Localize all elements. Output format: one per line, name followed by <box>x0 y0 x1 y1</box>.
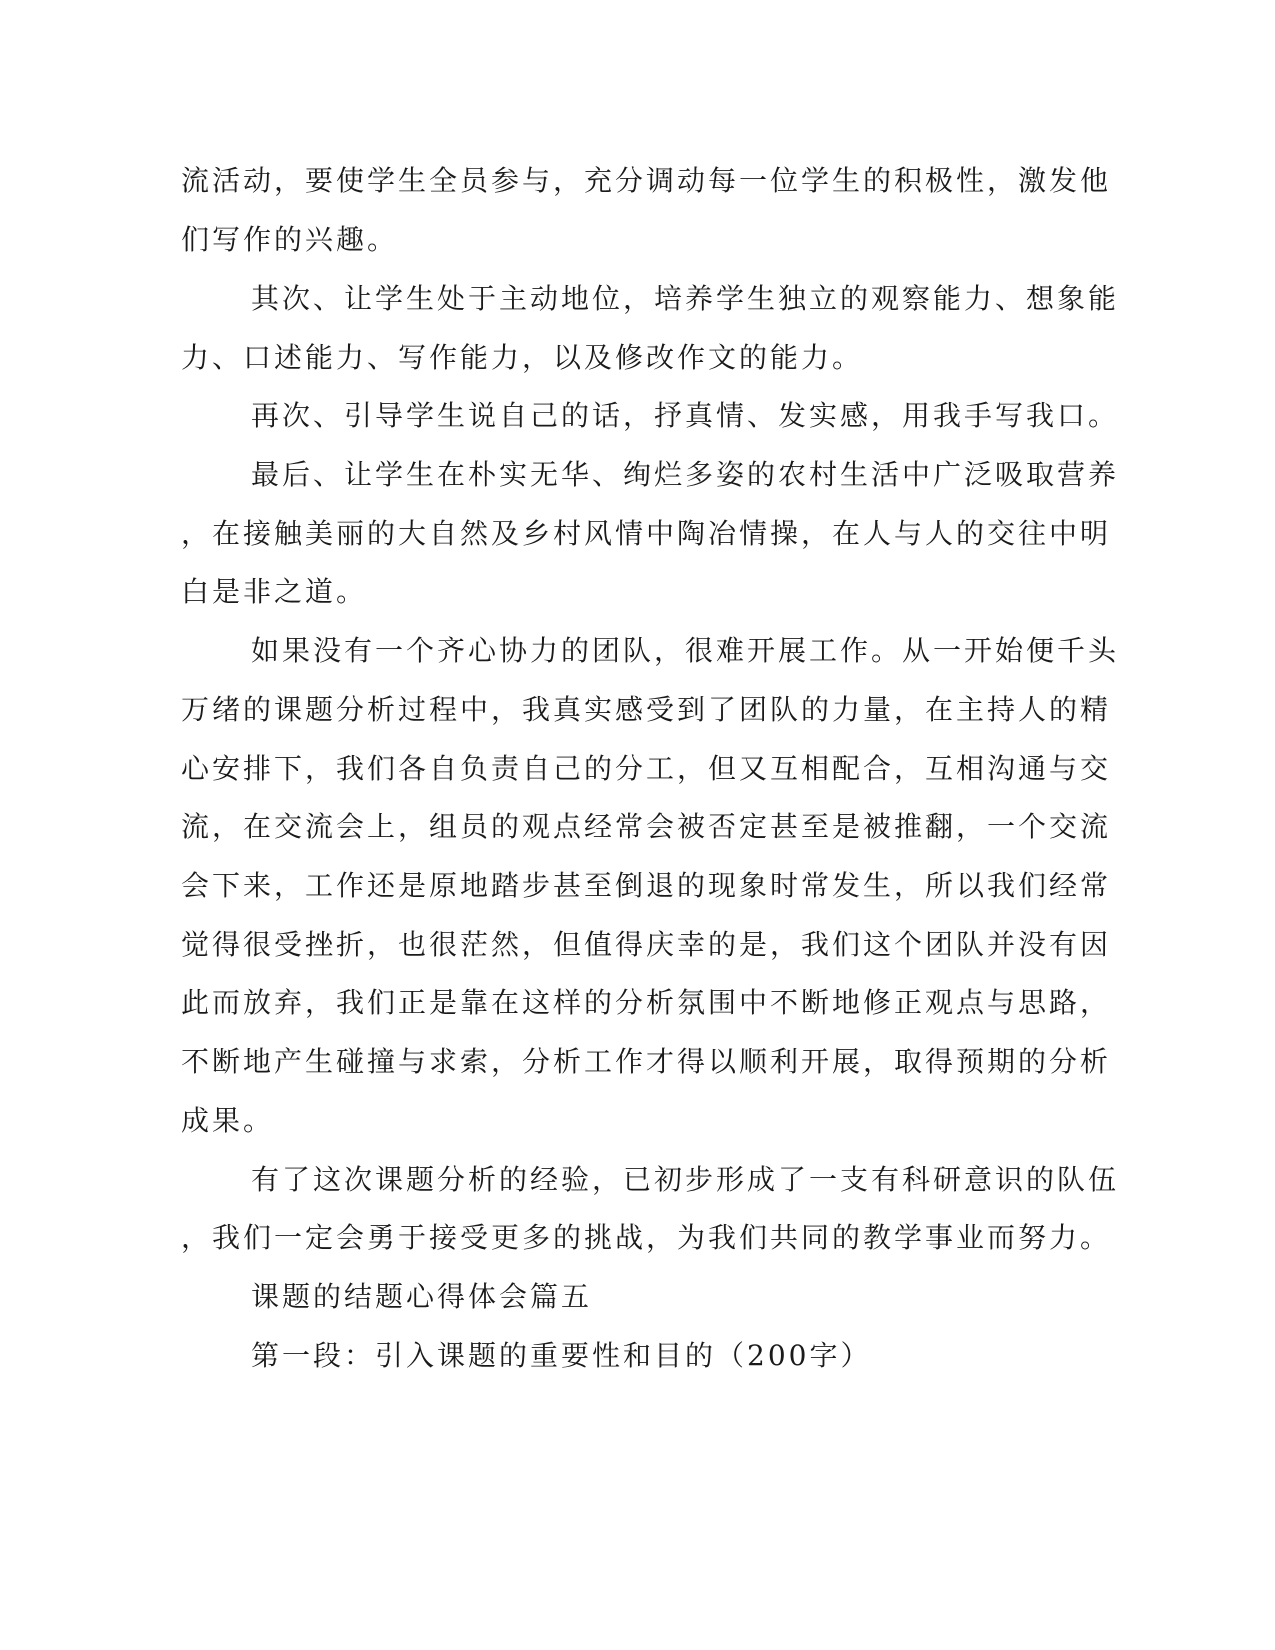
body-text-line: 最后、让学生在朴实无华、绚烂多姿的农村生活中广泛吸取营养 <box>251 458 1120 491</box>
body-text-line: 万绪的课题分析过程中，我真实感受到了团队的力量，在主持人的精 <box>181 693 1112 726</box>
body-text-line: 流活动，要使学生全员参与，充分调动每一位学生的积极性，激发他 <box>181 164 1112 197</box>
body-text-line: 如果没有一个齐心协力的团队，很难开展工作。从一开始便千头 <box>251 634 1120 667</box>
section-heading: 课题的结题心得体会篇五 <box>251 1280 593 1313</box>
body-text-line: 觉得很受挫折，也很茫然，但值得庆幸的是，我们这个团队并没有因 <box>181 928 1112 961</box>
body-text-line: 心安排下，我们各自负责自己的分工，但又互相配合，互相沟通与交 <box>181 752 1112 785</box>
body-text-line: 再次、引导学生说自己的话，抒真情、发实感，用我手写我口。 <box>251 399 1120 432</box>
body-text-line: 不断地产生碰撞与求索，分析工作才得以顺利开展，取得预期的分析 <box>181 1045 1112 1078</box>
body-text-line: 白是非之道。 <box>181 575 368 608</box>
body-text-line: 此而放弃，我们正是靠在这样的分析氛围中不断地修正观点与思路， <box>181 986 1112 1019</box>
subsection-heading: 第一段：引入课题的重要性和目的（200字） <box>251 1339 872 1372</box>
body-text-line: 力、口述能力、写作能力，以及修改作文的能力。 <box>181 341 864 374</box>
body-text-line: 其次、让学生处于主动地位，培养学生独立的观察能力、想象能 <box>251 282 1120 315</box>
body-text-line: ，我们一定会勇于接受更多的挑战，为我们共同的教学事业而努力。 <box>181 1221 1112 1254</box>
body-text-line: 们写作的兴趣。 <box>181 223 399 256</box>
body-text-line: 有了这次课题分析的经验，已初步形成了一支有科研意识的队伍 <box>251 1163 1120 1196</box>
body-text-line: 流，在交流会上，组员的观点经常会被否定甚至是被推翻，一个交流 <box>181 810 1112 843</box>
body-text-line: 成果。 <box>181 1104 275 1137</box>
body-text-line: 会下来，工作还是原地踏步甚至倒退的现象时常发生，所以我们经常 <box>181 869 1112 902</box>
body-text-line: ，在接触美丽的大自然及乡村风情中陶冶情操，在人与人的交往中明 <box>181 517 1112 550</box>
